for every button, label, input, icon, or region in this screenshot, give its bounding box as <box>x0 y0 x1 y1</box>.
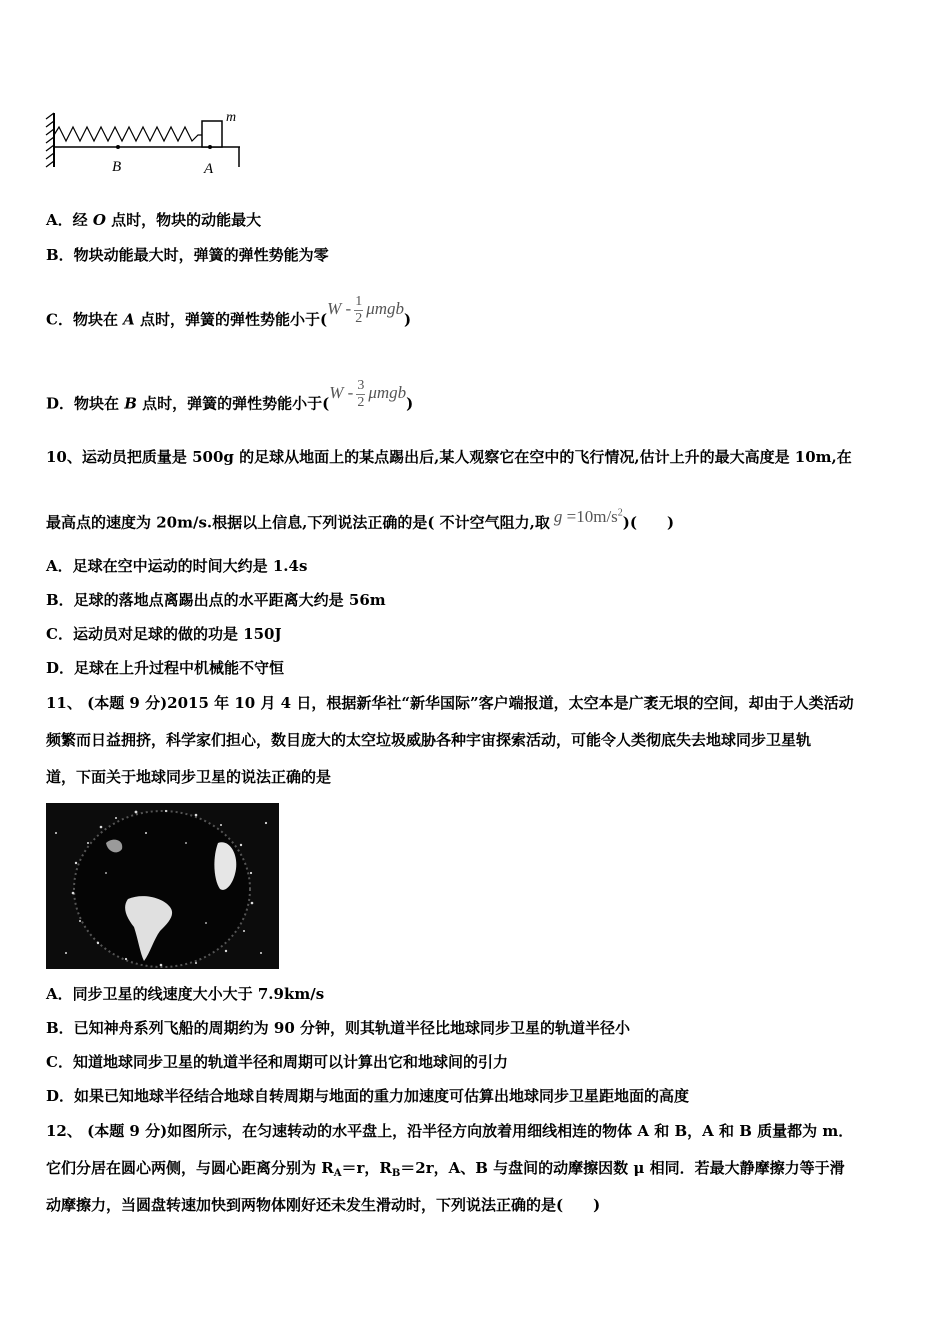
block-m <box>202 121 222 147</box>
q11-stem-line1: 11、 (本题 9 分)2015 年 10 月 4 日，根据新华社“新华国际”客户端报道，太空本是广袤无垠的空间，却由于人类活动 <box>46 694 854 712</box>
q10-option-d: D．足球在上升过程中机械能不守恒 <box>46 659 285 677</box>
q10-option-b: B．足球的落地点离踢出点的水平距离大约是 56m <box>46 591 386 609</box>
q11-option-b: B．已知神舟系列飞船的周期约为 90 分钟，则其轨道半径比地球同步卫星的轨道半径小 <box>46 1019 631 1037</box>
q12-stem-line1: 12、 (本题 9 分)如图所示，在匀速转动的水平盘上，沿半径方向放着用细线相连的物体 A 和 B，A 和 B 质量都为 m． <box>46 1122 854 1140</box>
label-a: A <box>204 161 214 177</box>
q9-option-a: A．经 O 点时，物块的动能最大 <box>46 211 262 229</box>
q10-option-a: A．足球在空中运动的时间大约是 1.4s <box>46 557 308 575</box>
q10-stem-line2: 最高点的速度为 20m/s.根据以上信息,下列说法正确的是( 不计空气阻力,取 $g =10m/s^2$)( ) <box>46 506 675 532</box>
q9-option-c: C．物块在 A 点时，弹簧的弹性势能小于(W - $\frac{1}{2}$ μmgb) <box>46 294 412 329</box>
label-b: B <box>112 159 122 175</box>
label-m: m <box>226 110 237 125</box>
point-b <box>116 145 120 149</box>
spring <box>54 127 202 141</box>
q11-option-d: D．如果已知地球半径结合地球自转周期与地面的重力加速度可估算出地球同步卫星距地面的高度 <box>46 1087 690 1105</box>
q12-stem-line3: 动摩擦力，当圆盘转速加快到两物体刚好还未发生滑动时，下列说法正确的是( ) <box>46 1196 601 1214</box>
q11-option-c: C．知道地球同步卫星的轨道半径和周期可以计算出它和地球间的引力 <box>46 1053 508 1071</box>
spring-block-figure <box>40 105 250 180</box>
q11-option-a: A．同步卫星的线速度大小大于 7.9km/s <box>46 985 325 1003</box>
q9-option-b: B．物块动能最大时，弹簧的弹性势能为零 <box>46 246 329 264</box>
q11-stem-line3: 道，下面关于地球同步卫星的说法正确的是 <box>46 768 332 786</box>
point-a <box>208 145 212 149</box>
earth-space-debris-image <box>46 803 279 969</box>
q9-option-d: D．物块在 B 点时，弹簧的弹性势能小于(W - $\frac{3}{2}$ μmgb) <box>46 378 414 413</box>
q10-stem-line1: 10、运动员把质量是 500g 的足球从地面上的某点踢出后,某人观察它在空中的飞行情况,估计上升的最大高度是 10m,在 <box>46 448 852 466</box>
q11-stem-line2: 频繁而日益拥挤，科学家们担心，数目庞大的太空垃圾威胁各种宇宙探索活动，可能令人类彻底失去地球同步卫星轨 <box>46 731 812 749</box>
q12-stem-line2: 它们分居在圆心两侧，与圆心距离分别为 $R_A=r$，$R_B=2r$，A、B 与盘间的动摩擦因数 μ 相同．若最大静摩擦力等于滑 <box>46 1159 845 1179</box>
q10-option-c: C．运动员对足球的做的功是 150J <box>46 625 282 643</box>
